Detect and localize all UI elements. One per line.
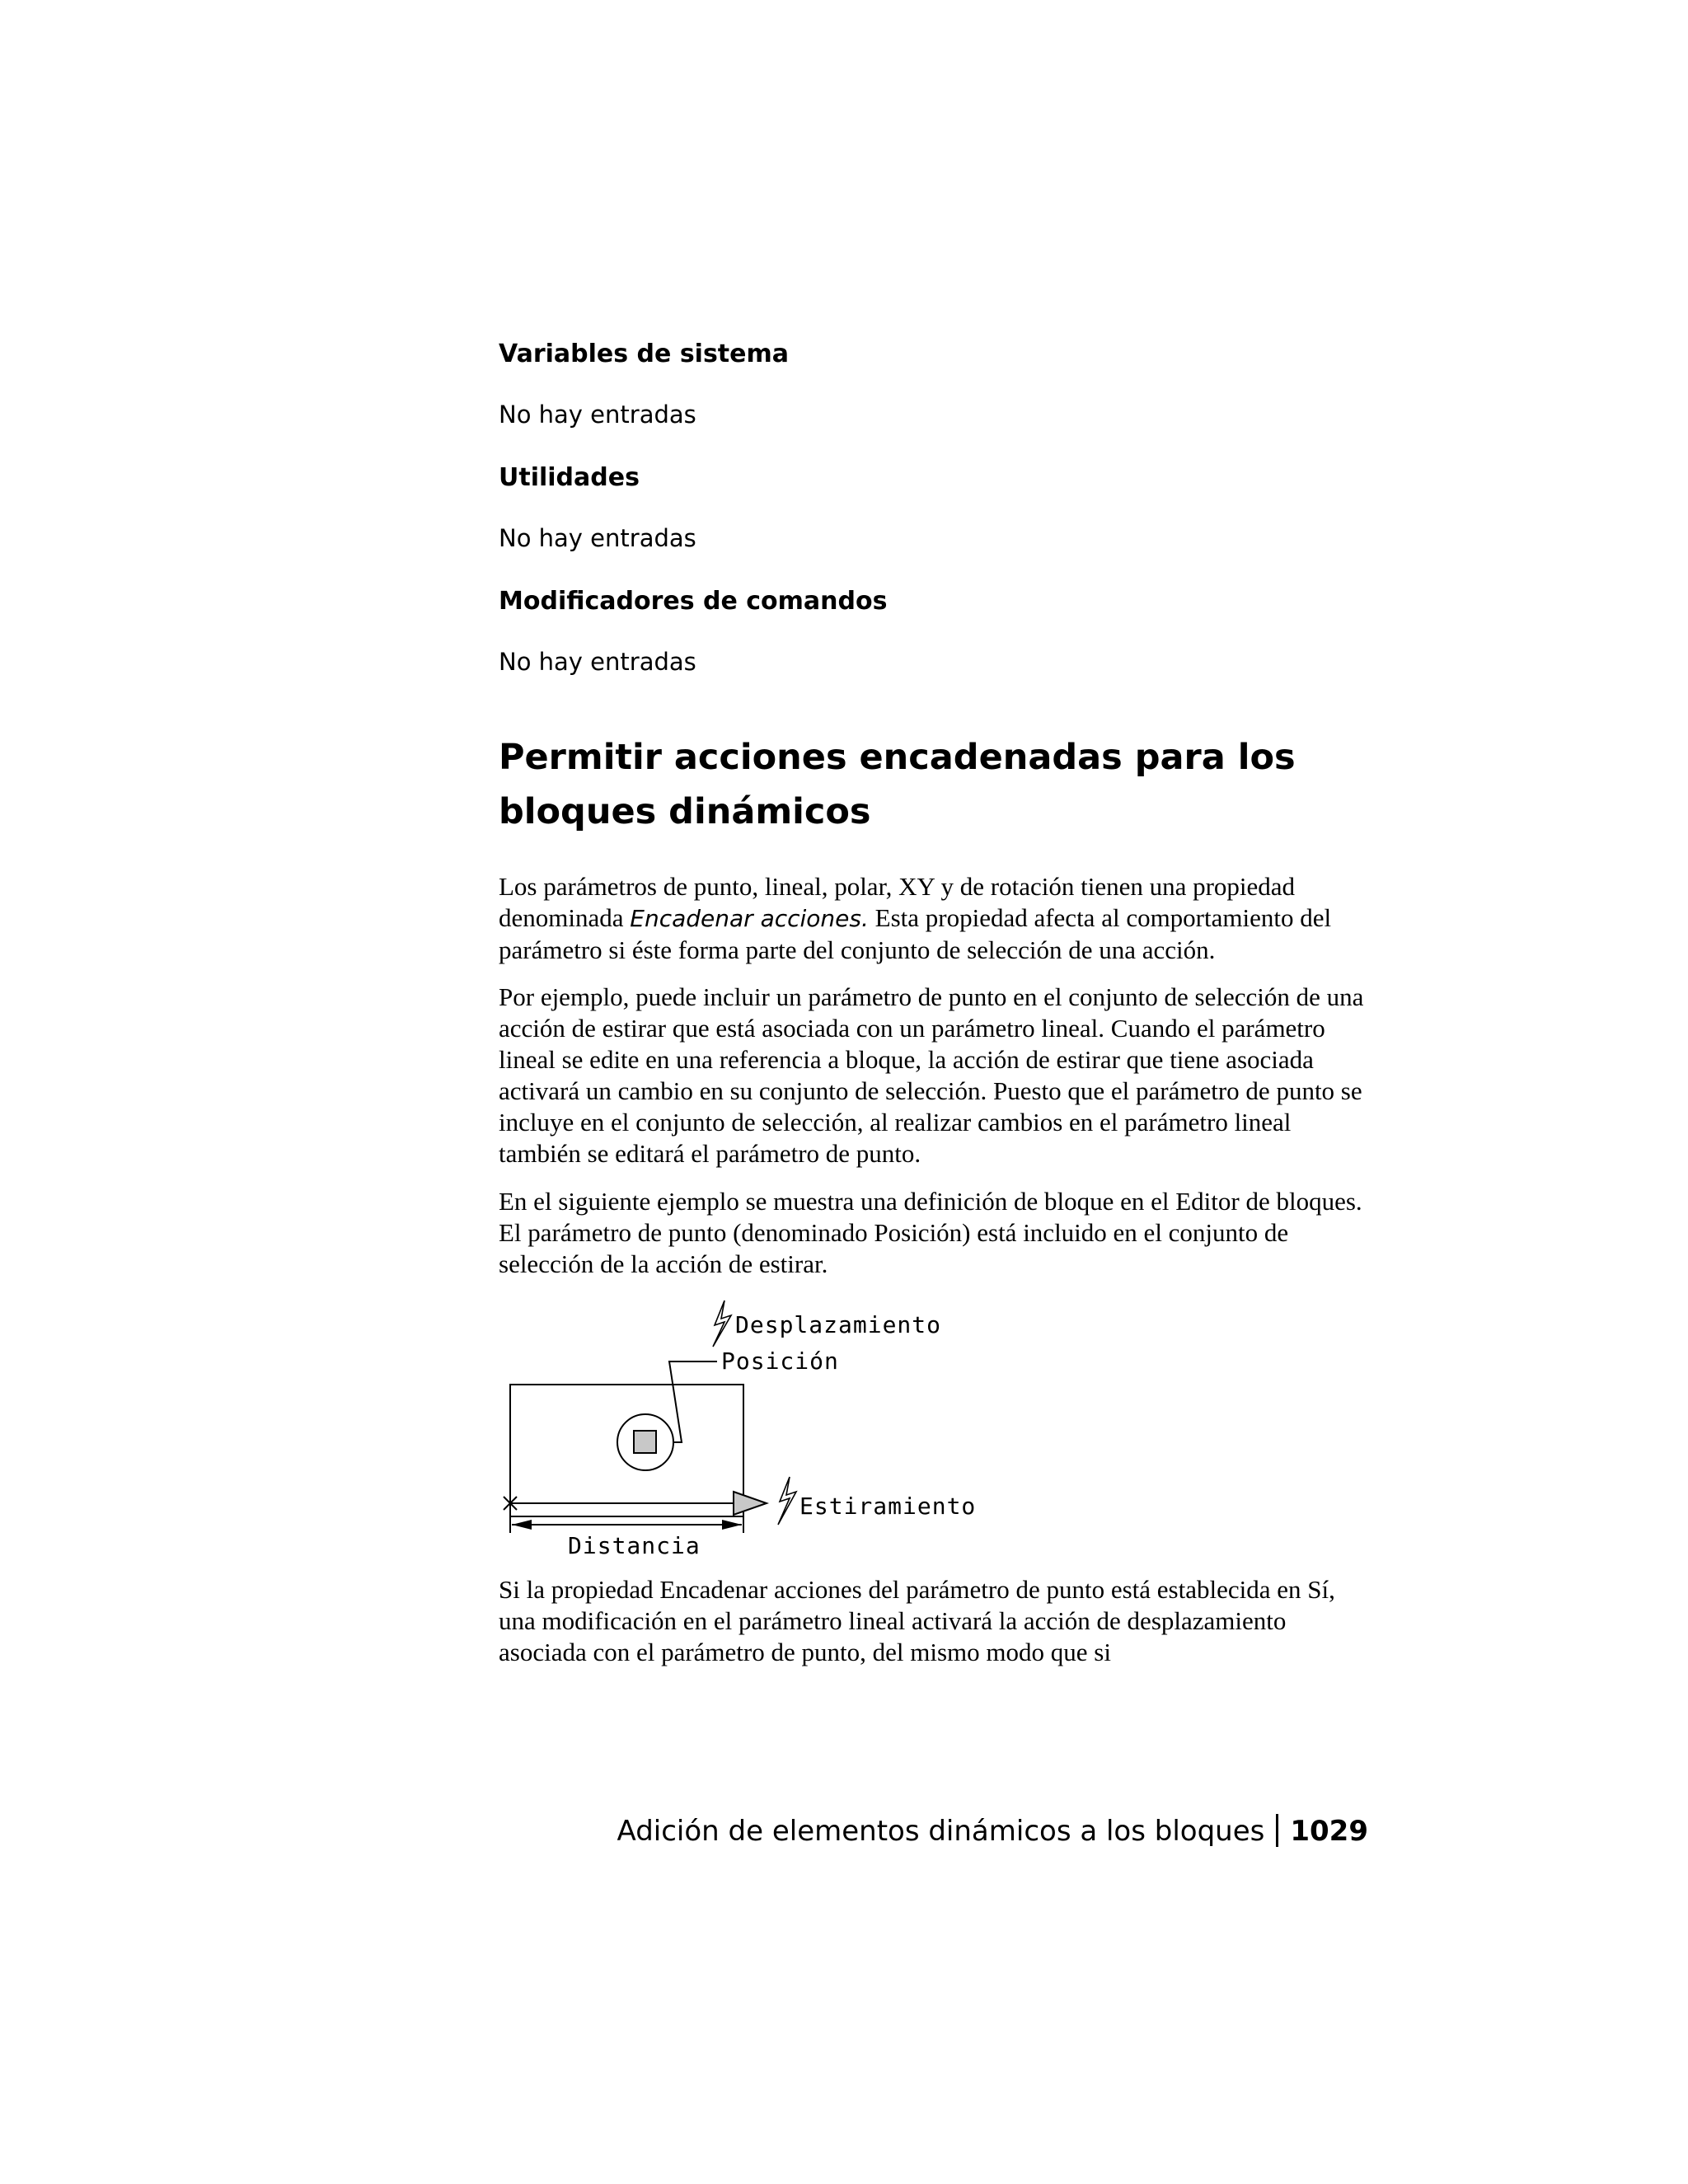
section-heading-utilities: Utilidades [499,463,640,492]
section-body-command-modifiers: No hay entradas [499,648,696,676]
paragraph-intro [499,871,1376,966]
paragraph-intro-before: Los parámetros de punto, lineal, polar, XY y de rotación tienen una propiedad denominada [499,872,1296,932]
stretch-grip-arrow-icon [734,1492,767,1515]
move-action-label: Desplazamiento [735,1311,942,1338]
footer-chapter-title: Adición de elementos dinámicos a los bloques [617,1815,1265,1848]
position-parameter-label: Posición [721,1347,839,1375]
paragraph-intro-after: Esta propiedad afecta al comportamiento del parámetro si éste forma parte del conjunto de selección de una acción. [499,903,1332,964]
footer-page-number: 1029 [1290,1815,1368,1848]
footer-separator [1276,1814,1278,1847]
paragraph-chain-actions: Si la propiedad Encadenar acciones del parámetro de punto está establecida en Sí, una modificación en el parámetro lineal activará la acción de desplazamiento asociada con el parámetro de punto, del mismo modo que si [499,1575,1335,1666]
paragraph-example: Por ejemplo, puede incluir un parámetro de punto en el conjunto de selección de una acción de estirar que está asociada con un parámetro lineal. Cuando el parámetro lineal se edite en una referencia a bloque, la acción de estirar que tiene asociada activará un cambio en su conjunto de selección. Puesto que el parámetro de punto se incluye en el conjunto de selección, al realizar cambios en el parámetro lineal también se editará el parámetro de punto. [499,982,1364,1168]
section-heading-system-variables: Variables de sistema [499,340,790,368]
position-leader-line [669,1361,717,1442]
section-body-utilities: No hay entradas [499,524,696,552]
paragraph-figure-intro: En el siguiente ejemplo se muestra una definición de bloque en el Editor de bloques. El parámetro de punto (denominado Posición) está incluido en el conjunto de selección de la acción de estirar. [499,1187,1362,1278]
block-diagram-figure [495,1294,989,1558]
distance-parameter-label: Distancia [568,1532,701,1558]
lightning-icon [713,1301,731,1347]
section-body-system-variables: No hay entradas [499,401,696,429]
page-footer [617,1813,1368,1849]
paragraph-intro-emphasis: Encadenar acciones. [630,905,869,932]
section-heading-command-modifiers: Modificadores de comandos [499,587,888,616]
point-parameter-grip [634,1431,656,1453]
block-rectangle [510,1385,743,1516]
dimension-arrow-right-icon [722,1520,742,1530]
dimension-arrow-left-icon [512,1520,532,1530]
lightning-icon [778,1477,796,1525]
main-heading: Permitir acciones encadenadas para los bloques dinámicos [499,737,1296,832]
stretch-action-label: Estiramiento [799,1493,977,1520]
